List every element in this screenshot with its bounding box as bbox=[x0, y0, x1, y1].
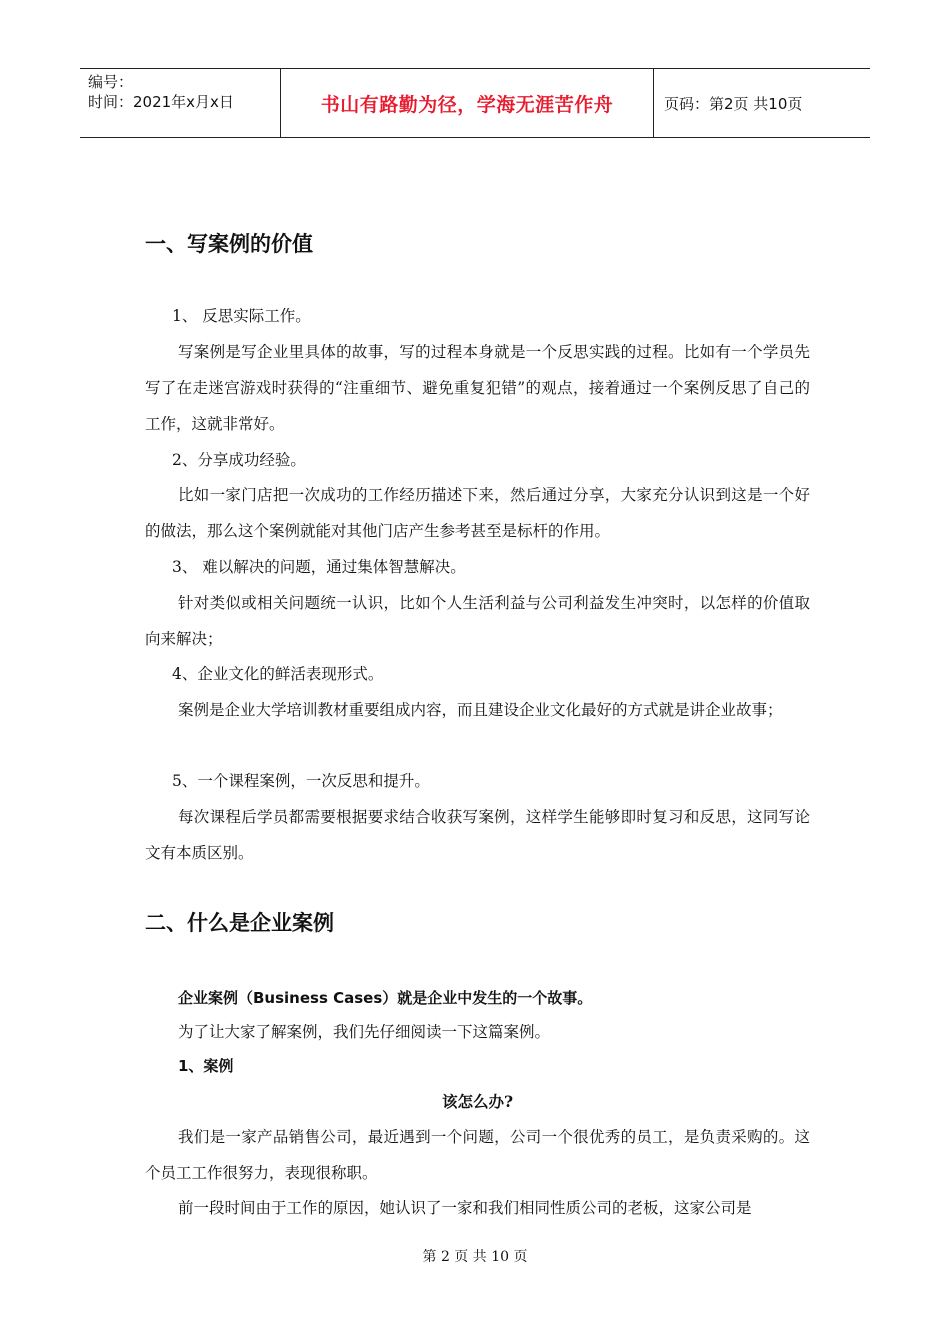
case-subheading: 1、案例 bbox=[178, 1057, 234, 1075]
case-paragraph-2: 前一段时间由于工作的原因，她认识了一家和我们相同性质公司的老板，这家公司是 bbox=[178, 1199, 752, 1217]
list-item-heading-5: 5、一个课程案例，一次反思和提升。 bbox=[172, 772, 430, 790]
list-item-heading-2: 2、分享成功经验。 bbox=[172, 451, 306, 469]
page-header bbox=[80, 68, 870, 138]
paragraph-5: 每次课程后学员都需要根据要求结合收获写案例，这样学生能够即时复习和反思，这同写论文有本质区别。 bbox=[145, 808, 810, 862]
paragraph-2: 比如一家门店把一次成功的工作经历描述下来，然后通过分享，大家充分认识到这是一个好的做法，那么这个案例就能对其他门店产生参考甚至是标杆的作用。 bbox=[145, 486, 810, 540]
list-item-heading-1: 1、 反思实际工作。 bbox=[172, 307, 311, 325]
header-motto: 书山有路勤为径，学海无涯苦作舟 bbox=[320, 93, 614, 116]
header-page-number: 页码：第2页 共10页 bbox=[664, 94, 803, 113]
document-number-label: 编号： bbox=[88, 73, 134, 91]
header-page-cell bbox=[654, 69, 870, 137]
paragraph-1: 写案例是写企业里具体的故事，写的过程本身就是一个反思实践的过程。比如有一个学员先写了在走迷宫游戏时获得的“注重细节、避免重复犯错”的观点，接着通过一个案例反思了自己的工作，这就非常好。 bbox=[145, 343, 810, 433]
list-item-heading-4: 4、企业文化的鲜活表现形式。 bbox=[172, 665, 384, 683]
header-motto-cell bbox=[281, 69, 654, 137]
case-title: 该怎么办? bbox=[441, 1092, 514, 1111]
case-definition: 企业案例（Business Cases）就是企业中发生的一个故事。 bbox=[178, 989, 593, 1007]
document-date-label: 时间：2021年x月x日 bbox=[88, 93, 234, 111]
page-footer: 第 2 页 共 10 页 bbox=[422, 1249, 528, 1265]
section-heading-value-of-cases: 一、写案例的价值 bbox=[145, 232, 313, 256]
paragraph-4: 案例是企业大学培训教材重要组成内容，而且建设企业文化最好的方式就是讲企业故事； bbox=[178, 701, 783, 719]
case-intro: 为了让大家了解案例，我们先仔细阅读一下这篇案例。 bbox=[178, 1023, 551, 1041]
list-item-heading-3: 3、 难以解决的问题，通过集体智慧解决。 bbox=[172, 558, 466, 576]
header-meta-cell bbox=[80, 69, 281, 137]
case-paragraph-1: 我们是一家产品销售公司，最近遇到一个问题，公司一个很优秀的员工，是负责采购的。这个员工工作很努力，表现很称职。 bbox=[145, 1128, 810, 1182]
paragraph-3: 针对类似或相关问题统一认识，比如个人生活利益与公司利益发生冲突时，以怎样的价值取向来解决； bbox=[145, 594, 810, 648]
section-heading-what-is-case: 二、什么是企业案例 bbox=[145, 911, 334, 935]
